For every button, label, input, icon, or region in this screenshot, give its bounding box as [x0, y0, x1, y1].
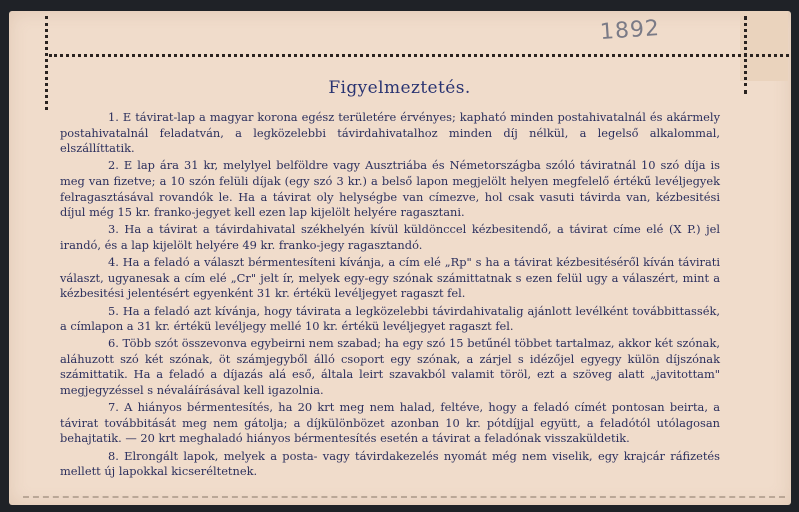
- notice-paragraph-3: 3. Ha a távirat a távirdahivatal székhelyén kívül küldönccel kézbesitendő, a távirat címe elé (X P.) jel irandó, és a lap kijelölt helyére 49 kr. franko-jegy ragasztandó.: [60, 222, 720, 252]
- notice-paragraph-1: 1. E távirat-lap a magyar korona egész területére érvényes; kapható minden postahivatalnál és akármely postahivatalnál feladatván, a legközelebbi távirdahivatalhoz minden díj nélkül, a legelső alkalommal, elszállíttatik.: [60, 110, 720, 156]
- notice-paragraph-5: 5. Ha a feladó azt kívánja, hogy távirata a legközelebbi távirdahivatalig ajánlott levélként továbbittassék, a címlapon a 31 kr. értékü levéljegy mellé 10 kr. értékü levéljegyet ragaszt fel.: [60, 303, 720, 334]
- notice-paragraph-6: 6. Több szót összevonva egybeirni nem szabad; ha egy szó 15 betűnél többet tartalmaz, akkor két szónak, aláhuzott szó két szónak, öt számjegyből álló csoport egy szónak, a zárjel s idézőjel egyegy külön díjszónak számittatik. Ha a feladó a díjazás alá eső, általa leirt szavakból valamit töröl, ezt a szöveg alatt „javitottam" megjegyzéssel s névaláírásával kell igazolnia.: [60, 336, 720, 398]
- perforation-bottom: [23, 496, 785, 498]
- notice-paragraph-7: 7. A hiányos bérmentesítés, ha 20 krt meg nem halad, feltéve, hogy a feladó címét pontosan beirta, a távirat továbbitását meg nem gátolja; a díjkülönbözet azonban 10 kr. pótdíjjal együtt, a feladótól utólagosan behajtatik. — 20 krt meghaladó hiányos bérmentesítés esetén a távirat a feladónak visszaküldetik.: [60, 400, 720, 446]
- card-corner-tab: [740, 11, 788, 81]
- notice-body: [60, 110, 720, 481]
- perforation-top: [49, 54, 789, 57]
- notice-paragraph-8: 8. Elrongált lapok, melyek a posta- vagy távirdakezelés nyomát még nem viselik, egy krajcár ráfizetés mellett új lapokkal kicseréltetnek.: [60, 448, 720, 479]
- notice-paragraph-2: 2. E lap ára 31 kr, melylyel belföldre vagy Ausztriába és Németországba szóló táviratnál 10 szó díja is meg van fizetve; a 10 szón felüli díjak (egy szó 3 kr.) a belső lapon megjelölt helyen megfelelő értékű levéljegyek felragasztásával rovandók le. Ha a távirat oly helységbe van címezve, hol csak vasuti távirda van, kézbesitési díjul még 15 kr. franko-jegyet kell ezen lap kijelölt helyére ragasztani.: [60, 158, 720, 220]
- notice-paragraph-4: 4. Ha a feladó a választ bérmentesíteni kívánja, a cím elé „Rp" s ha a távirat kézbesitéséről kíván távirati választ, ugyanesak a cím elé „Cr" jelt ír, melyek egy-egy szónak számittatnak s ezen felül ugy a válaszért, mint a kézbesitési jelentésért egyenként 31 kr. értékü levéljegyet ragaszt fel.: [60, 255, 720, 301]
- pencil-annotation: 1892: [599, 15, 661, 46]
- page-title: Figyelmeztetés.: [328, 78, 471, 98]
